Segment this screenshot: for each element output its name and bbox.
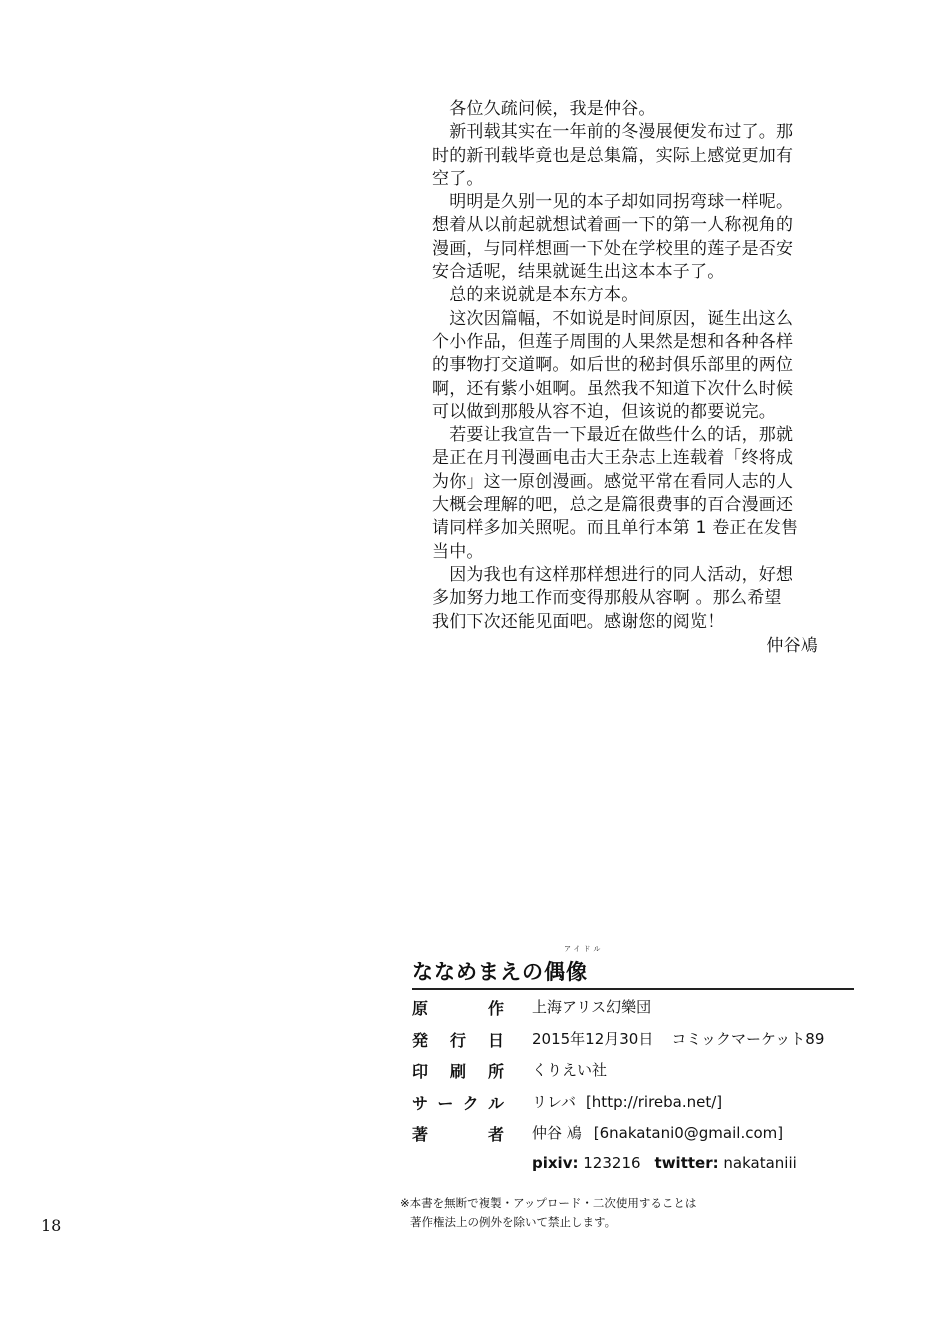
label-char: 印: [412, 1062, 429, 1081]
afterword-line: 若要让我宣告一下最近在做些什么的话，那就: [432, 425, 794, 446]
notice-line-2: 著作権法上の例外を除いて禁止します。: [410, 1215, 617, 1229]
afterword-line: 可以做到那般从容不迫，但该说的都要说完。: [432, 401, 776, 422]
label-char: 原: [412, 999, 429, 1018]
afterword-line: 为你」这一原创漫画。感觉平常在看同人志的人: [432, 471, 794, 492]
afterword-line: 这次因篇幅，不如说是时间原因，诞生出这么: [432, 308, 794, 329]
title-divider: [412, 988, 854, 990]
afterword-line: 总的来说就是本东方本。: [432, 285, 639, 306]
twitter-label: twitter:: [654, 1153, 719, 1172]
afterword-line: 啊，还有紫小姐啊。虽然我不知道下次什么时候: [432, 378, 794, 399]
label-char: 者: [487, 1125, 504, 1144]
circle-label: [412, 1091, 504, 1114]
colophon: [412, 942, 912, 984]
afterword-line: 当中。: [432, 541, 484, 562]
afterword-line: 时的新刊载毕竟也是总集篇，实际上感觉更加有: [432, 145, 794, 166]
circle-value: [532, 1091, 722, 1112]
title-ruby: アイドル: [564, 945, 604, 953]
printer-label: [412, 1059, 504, 1082]
author-email: [6nakatani0@gmail.com]: [593, 1124, 784, 1142]
copyright-notice: [400, 1194, 696, 1232]
circle-name: リレバ: [532, 1092, 576, 1111]
label-char: 作: [487, 999, 504, 1018]
publish-date: 2015年12月30日: [532, 1029, 654, 1048]
twitter-handle: nakataniii: [723, 1153, 797, 1172]
publish-date-label: [412, 1028, 504, 1051]
label-char: 著: [412, 1125, 429, 1144]
afterword-line: 新刊载其实在一年前的冬漫展便发布过了。那: [432, 122, 794, 143]
afterword-line: 安合适呢，结果就诞生出这本本子了。: [432, 262, 725, 283]
notice-line-1: ※本書を無断で複製・アップロード・二次使用することは: [400, 1196, 697, 1210]
original-work-label: [412, 996, 504, 1019]
author-label: [412, 1122, 504, 1145]
author-value: [532, 1122, 783, 1143]
pixiv-label: pixiv:: [532, 1153, 579, 1172]
original-work-value: 上海アリス幻樂団: [532, 998, 652, 1016]
afterword-line: 想着从以前起就想试着画一下的第一人称视角的: [432, 215, 794, 236]
afterword-line: 空了。: [432, 168, 484, 189]
afterword-line: 的事物打交道啊。如后世的秘封俱乐部里的两位: [432, 355, 794, 376]
afterword-text: [432, 98, 852, 658]
label-char: 刷: [449, 1062, 466, 1081]
book-title-block: [412, 942, 912, 984]
label-char: ー: [437, 1093, 454, 1113]
afterword-line: 因为我也有这样那样想进行的同人活动，好想: [432, 564, 794, 585]
author-signature: 仲谷鳰: [766, 635, 818, 656]
afterword-line: 请同样多加关照呢。而且单行本第 1 卷正在发售: [432, 518, 799, 539]
label-char: 発: [412, 1030, 429, 1050]
label-char: 行: [449, 1030, 466, 1050]
label-char: ル: [487, 1093, 504, 1113]
circle-url: [http://rireba.net/]: [585, 1092, 723, 1111]
social-value: [532, 1154, 797, 1172]
afterword-line: 多加努力地工作而变得那般从容啊 。那么希望: [432, 588, 782, 609]
label-char: 所: [487, 1062, 504, 1081]
afterword-line: 我们下次还能见面吧。感谢您的阅览！: [432, 611, 725, 632]
label-char: ク: [462, 1093, 479, 1113]
label-char: 日: [487, 1030, 504, 1050]
author-name: 仲谷 鳰: [532, 1124, 582, 1142]
afterword-line: 漫画，与同样想画一下处在学校里的莲子是否安: [432, 238, 794, 259]
publish-event: コミックマーケット89: [671, 1029, 825, 1048]
publish-date-value: [532, 1028, 824, 1049]
afterword-line: 个小作品，但莲子周围的人果然是想和各种各样: [432, 331, 794, 352]
book-title: ななめまえの偶像: [412, 960, 588, 984]
page-number: 18: [41, 1216, 62, 1235]
afterword-line: 是正在月刊漫画电击大王杂志上连载着「终将成: [432, 448, 794, 469]
printer-value: くりえい社: [532, 1061, 608, 1079]
afterword-line: 明明是久别一见的本子却如同拐弯球一样呢。: [432, 192, 794, 213]
label-char: サ: [412, 1093, 429, 1113]
afterword-line: 大概会理解的吧，总之是篇很费事的百合漫画还: [432, 495, 794, 516]
afterword-line: 各位久疏问候，我是仲谷。: [432, 99, 656, 119]
pixiv-id: 123216: [583, 1153, 641, 1172]
